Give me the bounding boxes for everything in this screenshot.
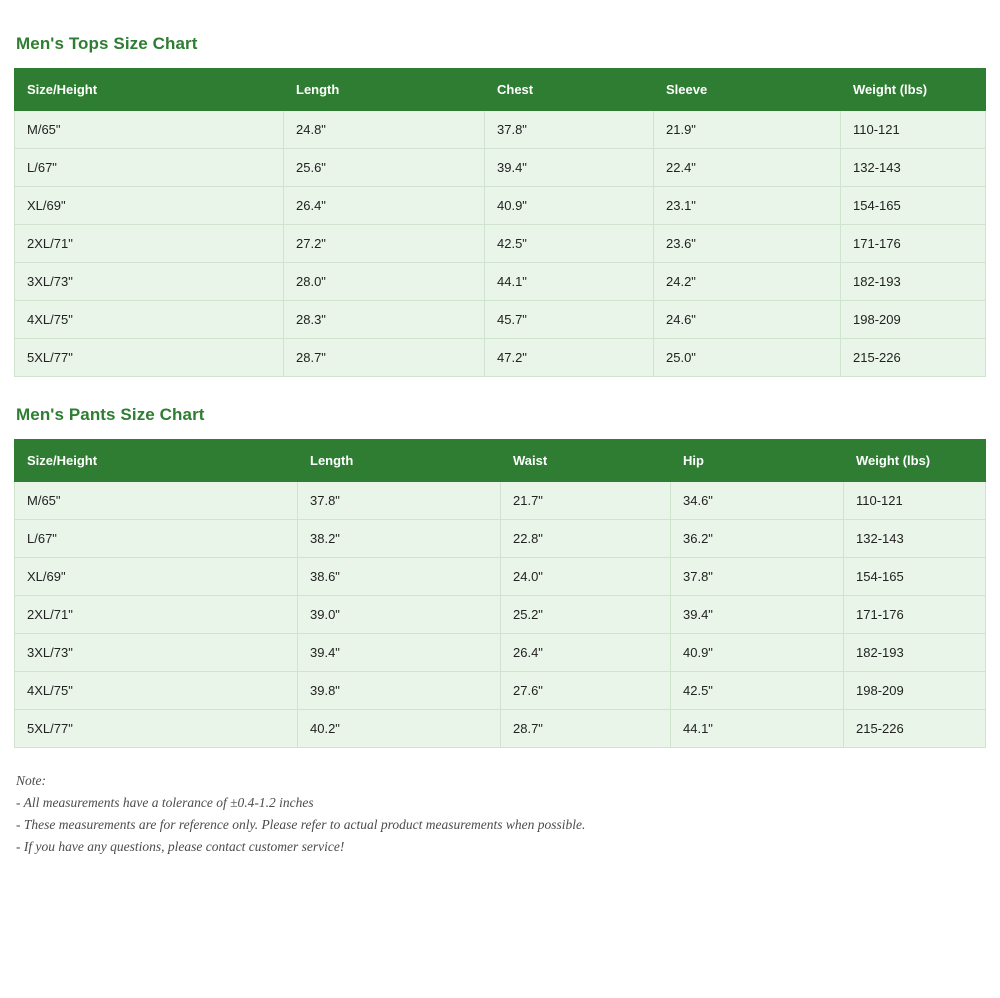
tops-chart-title: Men's Tops Size Chart (16, 34, 198, 53)
cell-sleeve: 24.6" (654, 301, 841, 339)
cell-length: 37.8" (298, 482, 501, 520)
cell-weight: 110-121 (844, 482, 986, 520)
pants-col-size-height: Size/Height (15, 440, 298, 482)
table-row (15, 187, 986, 225)
pants-col-weight: Weight (lbs) (844, 440, 986, 482)
cell-waist: 25.2" (501, 596, 671, 634)
table-row (15, 339, 986, 377)
cell-weight: 198-209 (844, 672, 986, 710)
cell-chest: 42.5" (485, 225, 654, 263)
cell-chest: 39.4" (485, 149, 654, 187)
cell-size-height: L/67" (15, 149, 284, 187)
tops-col-sleeve: Sleeve (654, 69, 841, 111)
cell-length: 40.2" (298, 710, 501, 748)
tops-col-chest: Chest (485, 69, 654, 111)
cell-weight: 171-176 (844, 596, 986, 634)
bottom-spacer (14, 857, 986, 977)
table-row (15, 149, 986, 187)
pants-col-length: Length (298, 440, 501, 482)
cell-length: 28.0" (284, 263, 485, 301)
table-row (15, 710, 986, 748)
tops-header-row (15, 69, 986, 111)
cell-size-height: 4XL/75" (15, 672, 298, 710)
cell-weight: 132-143 (844, 520, 986, 558)
cell-waist: 24.0" (501, 558, 671, 596)
pants-size-table (14, 439, 986, 748)
note-heading: Note: (16, 773, 46, 788)
cell-waist: 26.4" (501, 634, 671, 672)
tops-col-weight: Weight (lbs) (841, 69, 986, 111)
pants-table-body (15, 482, 986, 748)
cell-length: 39.8" (298, 672, 501, 710)
cell-hip: 34.6" (671, 482, 844, 520)
table-row (15, 482, 986, 520)
cell-length: 25.6" (284, 149, 485, 187)
cell-length: 28.3" (284, 301, 485, 339)
cell-size-height: 5XL/77" (15, 339, 284, 377)
cell-weight: 182-193 (844, 634, 986, 672)
cell-chest: 37.8" (485, 111, 654, 149)
cell-sleeve: 25.0" (654, 339, 841, 377)
tops-col-length: Length (284, 69, 485, 111)
cell-weight: 154-165 (844, 558, 986, 596)
note-block (16, 770, 986, 857)
note-line-contact: - If you have any questions, please contact customer service! (16, 838, 345, 854)
cell-waist: 28.7" (501, 710, 671, 748)
cell-sleeve: 24.2" (654, 263, 841, 301)
cell-size-height: XL/69" (15, 187, 284, 225)
cell-weight: 132-143 (841, 149, 986, 187)
cell-length: 38.6" (298, 558, 501, 596)
cell-size-height: 3XL/73" (15, 263, 284, 301)
table-row (15, 596, 986, 634)
cell-size-height: M/65" (15, 482, 298, 520)
cell-waist: 21.7" (501, 482, 671, 520)
cell-length: 26.4" (284, 187, 485, 225)
cell-sleeve: 23.6" (654, 225, 841, 263)
cell-size-height: 2XL/71" (15, 225, 284, 263)
cell-chest: 47.2" (485, 339, 654, 377)
table-row (15, 634, 986, 672)
pants-chart-title: Men's Pants Size Chart (16, 405, 205, 424)
top-spacer (14, 0, 986, 34)
pants-table-head (15, 440, 986, 482)
cell-size-height: 4XL/75" (15, 301, 284, 339)
pants-col-hip: Hip (671, 440, 844, 482)
cell-weight: 182-193 (841, 263, 986, 301)
cell-chest: 40.9" (485, 187, 654, 225)
cell-weight: 215-226 (841, 339, 986, 377)
cell-sleeve: 22.4" (654, 149, 841, 187)
pants-col-waist: Waist (501, 440, 671, 482)
tops-table-body (15, 111, 986, 377)
cell-weight: 171-176 (841, 225, 986, 263)
cell-size-height: M/65" (15, 111, 284, 149)
cell-sleeve: 21.9" (654, 111, 841, 149)
cell-length: 24.8" (284, 111, 485, 149)
table-row (15, 263, 986, 301)
cell-hip: 39.4" (671, 596, 844, 634)
table-row (15, 558, 986, 596)
table-row (15, 225, 986, 263)
pants-header-row (15, 440, 986, 482)
note-line-tolerance: - All measurements have a tolerance of ±0.4-1.2 inches (16, 794, 314, 810)
table-row (15, 672, 986, 710)
cell-size-height: 5XL/77" (15, 710, 298, 748)
cell-hip: 36.2" (671, 520, 844, 558)
cell-waist: 22.8" (501, 520, 671, 558)
cell-size-height: 2XL/71" (15, 596, 298, 634)
cell-size-height: 3XL/73" (15, 634, 298, 672)
cell-weight: 215-226 (844, 710, 986, 748)
cell-hip: 42.5" (671, 672, 844, 710)
table-row (15, 301, 986, 339)
cell-chest: 45.7" (485, 301, 654, 339)
cell-weight: 198-209 (841, 301, 986, 339)
table-row (15, 111, 986, 149)
tops-col-size-height: Size/Height (15, 69, 284, 111)
cell-length: 39.4" (298, 634, 501, 672)
cell-length: 39.0" (298, 596, 501, 634)
cell-length: 27.2" (284, 225, 485, 263)
tops-table-head (15, 69, 986, 111)
cell-waist: 27.6" (501, 672, 671, 710)
cell-hip: 40.9" (671, 634, 844, 672)
note-line-reference: - These measurements are for reference only. Please refer to actual product measurements when possible. (16, 816, 586, 832)
tops-size-table (14, 68, 986, 377)
section-gap (14, 377, 986, 405)
cell-size-height: XL/69" (15, 558, 298, 596)
cell-sleeve: 23.1" (654, 187, 841, 225)
table-row (15, 520, 986, 558)
cell-length: 28.7" (284, 339, 485, 377)
cell-hip: 37.8" (671, 558, 844, 596)
cell-size-height: L/67" (15, 520, 298, 558)
cell-weight: 110-121 (841, 111, 986, 149)
cell-length: 38.2" (298, 520, 501, 558)
cell-hip: 44.1" (671, 710, 844, 748)
cell-chest: 44.1" (485, 263, 654, 301)
cell-weight: 154-165 (841, 187, 986, 225)
